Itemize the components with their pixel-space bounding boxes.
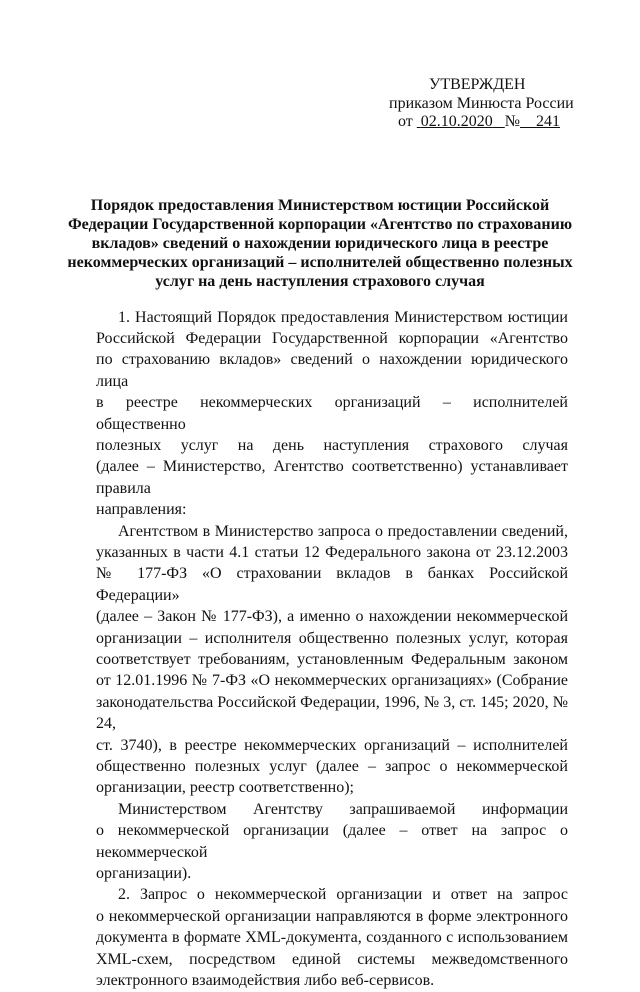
document-heading [50,196,590,291]
paragraph-line: в реестре некоммерческих организаций – исполнителей общественно [96,394,568,433]
paragraph-line: (далее – Закон № 177-ФЗ), а именно о нахождении некоммерческой [96,608,568,626]
paragraph-line: Министерством Агентству запрашиваемой информации [118,800,568,818]
paragraph-line: 1. Настоящий Порядок предоставления Министерством юстиции [118,308,568,326]
heading-line: услуг на день наступления страхового случая [155,272,485,290]
paragraph-line: о некоммерческой организации направляются в форме электронного [96,907,568,925]
paragraph-line: полезных услуг на день наступления страхового случая [96,436,568,454]
paragraph-line: о некоммерческой организации (далее – ответ на запрос о некоммерческой [96,822,568,861]
approval-order: приказом Минюста России [389,94,574,112]
paragraph-line: организации – исполнителя общественно полезных услуг, которая [96,629,568,647]
paragraph [96,799,568,885]
paragraph-line: организации, реестр соответственно); [96,779,354,797]
date-prefix: от [398,113,413,130]
number-value: 241 [536,113,561,130]
paragraph-line: (далее – Министерство, Агентство соответственно) устанавливает правила [96,458,568,497]
heading-line: вкладов» сведений о нахождении юридического лица в реестре [91,234,549,252]
paragraph-line: ст. 3740), в реестре некоммерческих организаций – исполнителей [96,736,568,754]
paragraph-line: документа в формате XML-документа, созданного с использованием [96,929,568,947]
heading-line: Федерации Государственной корпорации «Агентство по страхованию [67,215,573,233]
paragraph-line: по страхованию вкладов» сведений о нахождении юридического лица [96,351,568,390]
paragraph-line: законодательства Российской Федерации, 1996, № 3, ст. 145; 2020, № 24, [96,693,568,733]
paragraph-line: соответствует требованиям, установленным Федеральным законом [96,651,568,668]
paragraph-line: 2. Запрос о некоммерческой организации и ответ на запрос [118,886,568,904]
paragraph-line: общественно полезных услуг (далее – запрос о некоммерческой [96,758,568,776]
approval-number [520,113,560,130]
paragraph-line: Агентством в Министерство запроса о предоставлении сведений, [118,522,568,540]
paragraph-line: организации). [96,865,192,883]
paragraph-line: XML-схем, посредством единой системы межведомственного [96,950,568,968]
paragraph [96,521,568,799]
paragraph-line: Российской Федерации Государственной корпорации «Агентство [96,329,568,347]
paragraph-line: указанных в части 4.1 статьи 12 Федерального закона от 23.12.2003 [96,543,568,561]
heading-line: Порядок предоставления Министерством юстиции Российской [90,196,550,214]
heading-line: некоммерческих организаций – исполнителей общественно полезных [67,253,573,271]
approval-stamp [380,76,610,132]
approval-title: УТВЕРЖДЕН [429,76,526,93]
date-value: 02.10.2020 [420,113,493,130]
paragraph-line: направления: [96,501,187,519]
paragraph-line: № 177-ФЗ «О страховании вкладов в банках Российской Федерации» [96,565,568,604]
approval-date [417,113,505,130]
approval-date-line [380,113,610,132]
paragraph [96,884,568,991]
number-prefix: № [504,113,521,130]
document-body [96,307,568,992]
paragraph [96,307,568,521]
paragraph-line: электронного взаимодействия либо веб-сервисов. [96,972,435,990]
paragraph-line: от 12.01.1996 № 7-ФЗ «О некоммерческих организациях» (Собрание [96,672,568,690]
